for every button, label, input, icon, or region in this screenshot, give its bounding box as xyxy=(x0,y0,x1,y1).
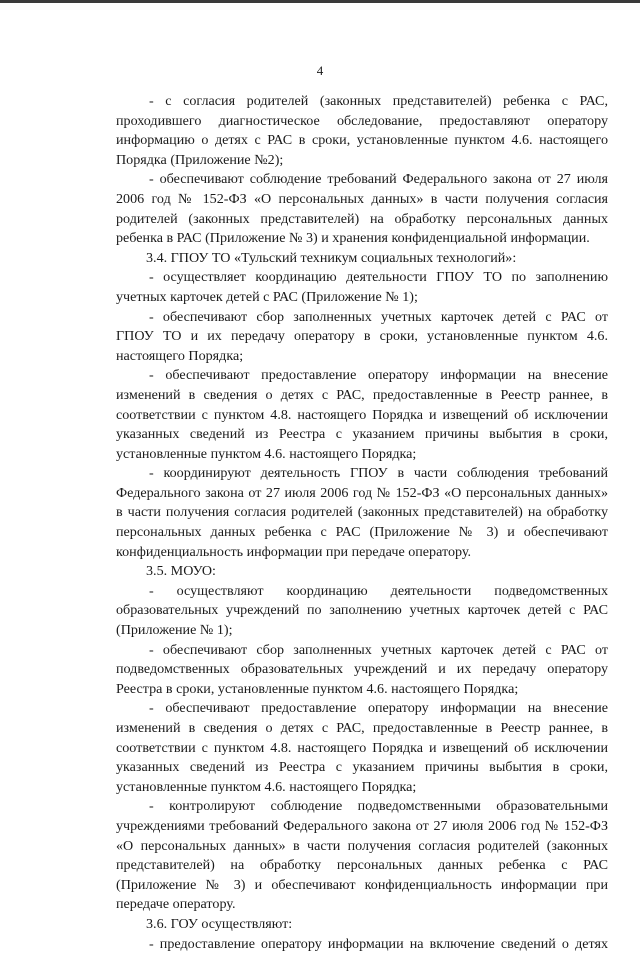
text-line: - контролируют соблюдение подведомственными образовательными xyxy=(149,798,608,815)
text-line: Федерального закона от 27 июля 2006 год № 152-ФЗ «О персональных данных» xyxy=(116,484,608,501)
text-line: проходившего диагностическое обследование, предоставляют оператору xyxy=(116,112,608,129)
text-line: (Приложение № 3) и обеспечивают конфиденциальность информации при xyxy=(116,876,608,893)
text-line: представителей) на обработку персональных данных ребенка с РАС xyxy=(116,857,608,874)
text-line: соответствии с пунктом 4.8. настоящего Порядка и извещений об исключении xyxy=(116,739,608,756)
text-line: - обеспечивают сбор заполненных учетных карточек детей с РАС от xyxy=(149,641,608,658)
document-body xyxy=(116,92,608,954)
text-line: соответствии с пунктом 4.8. настоящего Порядка и извещений об исключении xyxy=(116,406,608,423)
text-line: Порядка (Приложение №2); xyxy=(116,151,284,168)
text-line: - обеспечивают соблюдение требований Федерального закона от 27 июля xyxy=(149,171,608,188)
text-line: - осуществляет координацию деятельности ГПОУ ТО по заполнению xyxy=(149,269,608,286)
text-line: - осуществляют координацию деятельности подведомственных xyxy=(149,582,608,599)
text-line: настоящего Порядка; xyxy=(116,347,244,364)
text-line: - координируют деятельность ГПОУ в части соблюдения требований xyxy=(149,465,608,482)
text-line: передаче оператору. xyxy=(116,896,236,913)
text-line: конфиденциальность информации при передаче оператору. xyxy=(116,543,472,560)
text-line: указанных сведений из Реестра с указанием причины выбытия в сроки, xyxy=(116,759,608,776)
text-line: указанных сведений из Реестра с указанием причины выбытия в сроки, xyxy=(116,426,608,443)
text-line: установленные пунктом 4.6. настоящего Порядка; xyxy=(116,445,417,462)
scan-top-edge xyxy=(0,0,640,3)
text-line: родителей (законных представителей) на обработку персональных данных xyxy=(116,210,608,227)
text-line: - обеспечивают сбор заполненных учетных карточек детей с РАС от xyxy=(149,308,608,325)
text-line: - обеспечивают предоставление оператору информации на внесение xyxy=(149,700,608,717)
text-line: учреждениями требований Федерального закона от 27 июля 2006 год № 152-ФЗ xyxy=(116,817,608,834)
text-line: 3.5. МОУО: xyxy=(146,563,216,580)
text-line: Реестра в сроки, установленные пунктом 4.6. настоящего Порядка; xyxy=(116,680,519,697)
text-line: изменений в сведения о детях с РАС, предоставленные в Реестр раннее, в xyxy=(116,386,608,403)
text-line: ребенка в РАС (Приложение № 3) и хранения конфиденциальной информации. xyxy=(116,230,590,247)
text-line: в части получения согласия родителей (законных представителей) на обработку xyxy=(116,504,608,521)
text-line: «О персональных данных» в части получения согласия родителей (законных xyxy=(116,837,608,854)
text-line: изменений в сведения о детях с РАС, предоставленные в Реестр раннее, в xyxy=(116,720,608,736)
text-line: 3.6. ГОУ осуществляют: xyxy=(146,915,293,932)
text-line: 2006 год № 152-ФЗ «О персональных данных» в части получения согласия xyxy=(116,190,608,207)
text-line: персональных данных ребенка с РАС (Приложение № 3) и обеспечивают xyxy=(116,524,608,541)
text-line: 3.4. ГПОУ ТО «Тульский техникум социальных технологий»: xyxy=(146,249,517,266)
text-line: ГПОУ ТО и их передачу оператору в сроки, установленные пунктом 4.6. xyxy=(116,328,608,345)
text-line: (Приложение № 1); xyxy=(116,622,233,639)
text-line: - предоставление оператору информации на включение сведений о детях xyxy=(149,935,608,952)
text-line: учетных карточек детей с РАС (Приложение № 1); xyxy=(116,288,418,305)
page-number: 4 xyxy=(316,63,324,78)
text-line: установленные пунктом 4.6. настоящего Порядка; xyxy=(116,778,417,795)
text-line: - обеспечивают предоставление оператору информации на внесение xyxy=(149,367,608,384)
text-line: информацию о детях с РАС в сроки, установленные пунктом 4.6. настоящего xyxy=(116,132,608,149)
text-line: - с согласия родителей (законных представителей) ребенка с РАС, xyxy=(149,93,608,109)
text-line: подведомственных образовательных учреждений и их передачу оператору xyxy=(116,661,608,678)
text-line: образовательных учреждений по заполнению учетных карточек детей с РАС xyxy=(116,602,608,619)
